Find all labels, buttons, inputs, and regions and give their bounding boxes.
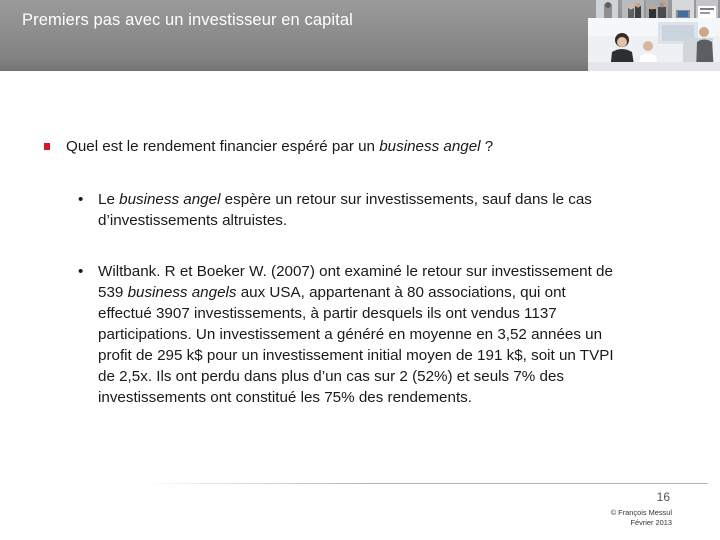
copyright-date: Février 2013	[630, 518, 672, 527]
round-bullet-icon: •	[78, 263, 84, 280]
question-text: Quel est le rendement financier espéré par un business angel ?	[66, 138, 494, 155]
copyright-author: © François Messul	[610, 508, 672, 517]
slide-title: Premiers pas avec un investisseur en capital	[22, 11, 353, 29]
square-bullet-icon	[44, 143, 50, 150]
round-bullet-icon: •	[78, 191, 84, 208]
page-number: 16	[656, 490, 670, 504]
bullet-text: Wiltbank. R et Boeker W. (2007) ont examiné le retour sur investissement de 539 business angels aux USA, appartenant à 80 associations, qui ont effectué 3907 investissements, à partir desquels ils ont vendus 1137 participations. Un investissement a généré en moyenne en 3,52 années un profit de 295 k$ pour un investissement initial moyen de 191 k$, soit un TVPI de 2,5x. Ils ont perdu dans plus d’un cas sur 2 (52%) et seuls 7% des investissements ont constitué les 75% des rendements.	[98, 263, 614, 406]
bullet-text: Le business angel espère un retour sur investissements, sauf dans le cas d’investissements altruistes.	[98, 191, 592, 229]
copyright-notice	[580, 508, 672, 528]
office-people-photo	[588, 18, 720, 71]
footer-divider	[140, 483, 708, 484]
